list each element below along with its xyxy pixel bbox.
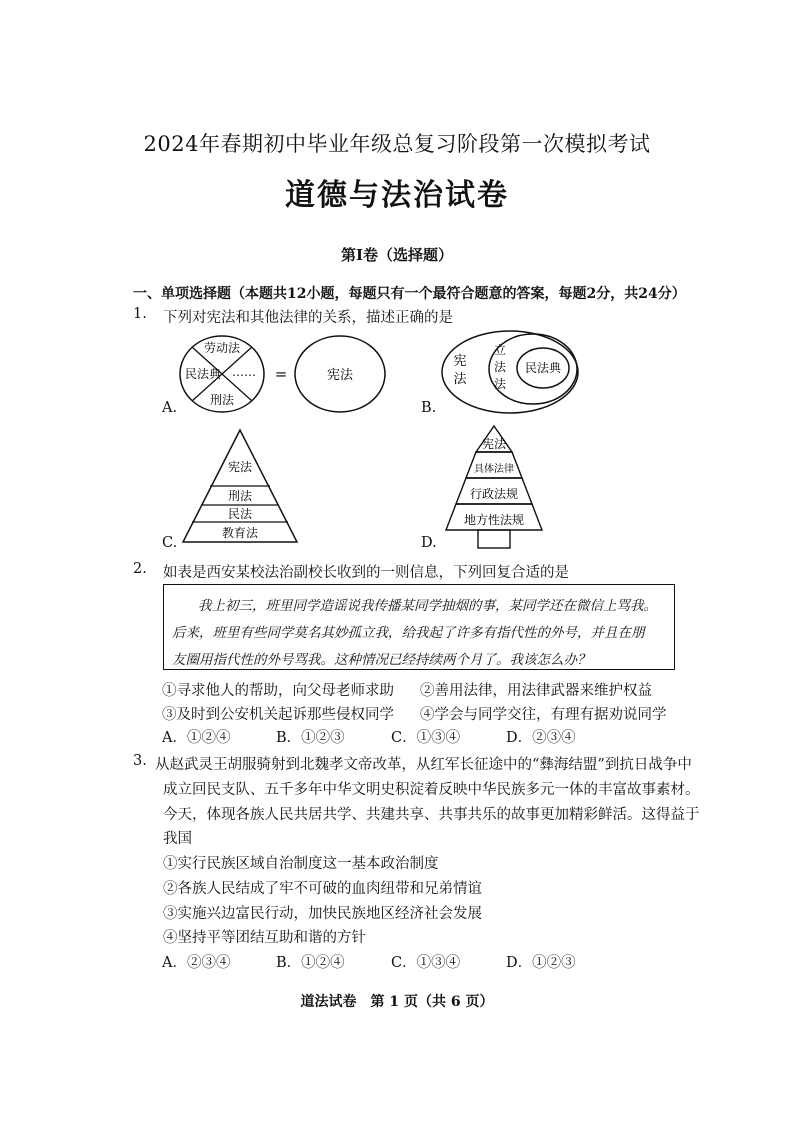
- q1-option-d-diagram: [442, 424, 546, 550]
- q2-choice-b[interactable]: B．①②③: [276, 730, 345, 746]
- q2-choice-a[interactable]: A．①②④: [162, 730, 231, 746]
- q1-option-a-label[interactable]: A.: [162, 400, 178, 416]
- q3-item-3: ③实施兴边富民行动，加快民族地区经济社会发展: [163, 906, 482, 922]
- q1-number: 1.: [133, 306, 147, 322]
- q2-stem: 如表是西安某校法治副校长收到的一则信息，下列回复合适的是: [163, 565, 569, 581]
- q1-option-a-diagram: [178, 334, 393, 414]
- part1-heading: 一、单项选择题（本题共12小题，每题只有一个最符合题意的答案，每题2分，共24分）: [133, 286, 686, 302]
- sector-labor-law: 劳动法: [203, 341, 241, 355]
- q2-choice-c[interactable]: C．①③④: [391, 730, 461, 746]
- q1-option-c-label[interactable]: C.: [162, 535, 178, 551]
- q3-choice-b[interactable]: B．①②④: [276, 955, 345, 971]
- q2-message-line: 我上初三，班里同学造谣说我传播某同学抽烟的事，某同学还在微信上骂我。: [198, 598, 657, 614]
- q2-item-4: ④学会与同学交往，有理有据劝说同学: [420, 707, 667, 723]
- q2-message-line: 友圈用指代性的外号骂我。这种情况已经持续两个月了。我该怎么办？: [172, 652, 591, 668]
- q3-item-1: ①实行民族区域自治制度这一基本政治制度: [163, 856, 439, 872]
- middle-char-1: 立: [493, 343, 507, 357]
- q3-stem-line: 成立回民支队、五千多年中华文明史积淀着反映中华民族多元一体的丰富故事素材。: [163, 782, 700, 798]
- q2-message-box: [163, 584, 675, 670]
- q2-item-1: ①寻求他人的帮助，向父母老师求助: [162, 683, 394, 699]
- q3-stem-line: 我国: [163, 831, 192, 847]
- q2-choice-d[interactable]: D．②③④: [506, 730, 576, 746]
- level-civil-law: 民法: [227, 507, 253, 521]
- tree-trunk: [478, 530, 510, 548]
- sector-ellipsis: ……: [232, 365, 256, 379]
- paper-title: 道德与法治试卷: [285, 178, 509, 213]
- section-title: 第Ⅰ卷（选择题）: [340, 246, 454, 264]
- tree-admin-regulations: 行政法规: [469, 487, 519, 501]
- civil-code-label: 民法典: [524, 361, 562, 375]
- tree-local-regulations: 地方性法规: [463, 513, 525, 527]
- q1-option-b-diagram: [440, 328, 590, 416]
- tree-specific-law: 具体法律: [474, 464, 514, 475]
- q3-choice-a[interactable]: A．②③④: [162, 955, 231, 971]
- outer-char-2: 法: [453, 372, 467, 387]
- q3-stem-line: 从赵武灵王胡服骑射到北魏孝文帝改革，从红军长征途中的“彝海结盟”到抗日战争中: [155, 757, 692, 773]
- q3-choice-d[interactable]: D．①②③: [506, 955, 576, 971]
- q3-item-2: ②各族人民结成了牢不可破的血肉纽带和兄弟情谊: [163, 881, 482, 897]
- q2-item-3: ③及时到公安机关起诉那些侵权同学: [162, 707, 394, 723]
- q1-option-d-label[interactable]: D.: [421, 535, 437, 551]
- middle-char-2: 法: [493, 360, 507, 374]
- q2-item-2: ②善用法律，用法律武器来维护权益: [420, 683, 652, 699]
- sector-criminal-law: 刑法: [209, 393, 235, 407]
- q1-stem: 下列对宪法和其他法律的关系，描述正确的是: [163, 310, 453, 326]
- q3-number: 3.: [133, 753, 147, 769]
- q2-message-line: 后来，班里有些同学莫名其妙孤立我，给我起了许多有指代性的外号，并且在朋: [172, 625, 645, 641]
- level-education-law: 教育法: [221, 526, 259, 540]
- exam-title: 2024年春期初中毕业年级总复习阶段第一次模拟考试: [143, 132, 651, 156]
- q1-option-c-diagram: [180, 428, 300, 546]
- equals-sign: =: [274, 365, 288, 383]
- q2-number: 2.: [133, 561, 147, 577]
- q3-item-4: ④坚持平等团结互助和谐的方针: [163, 930, 366, 946]
- outer-char-1: 宪: [453, 354, 467, 369]
- constitution-label: 宪法: [326, 368, 354, 383]
- level-criminal-law: 刑法: [227, 489, 253, 503]
- level-constitution: 宪法: [227, 460, 253, 474]
- tree-constitution: 宪法: [481, 437, 507, 451]
- q1-option-b-label[interactable]: B.: [421, 400, 437, 416]
- page-footer: 道法试卷 第 1 页（共 6 页）: [300, 994, 494, 1010]
- q3-stem-line: 今天，体现各族人民共居共学、共建共享、共事共乐的故事更加精彩鲜活。这得益于: [163, 807, 700, 823]
- middle-char-3: 法: [493, 377, 507, 391]
- q3-choice-c[interactable]: C．①③④: [391, 955, 461, 971]
- sector-civil-code: 民法典: [184, 367, 222, 381]
